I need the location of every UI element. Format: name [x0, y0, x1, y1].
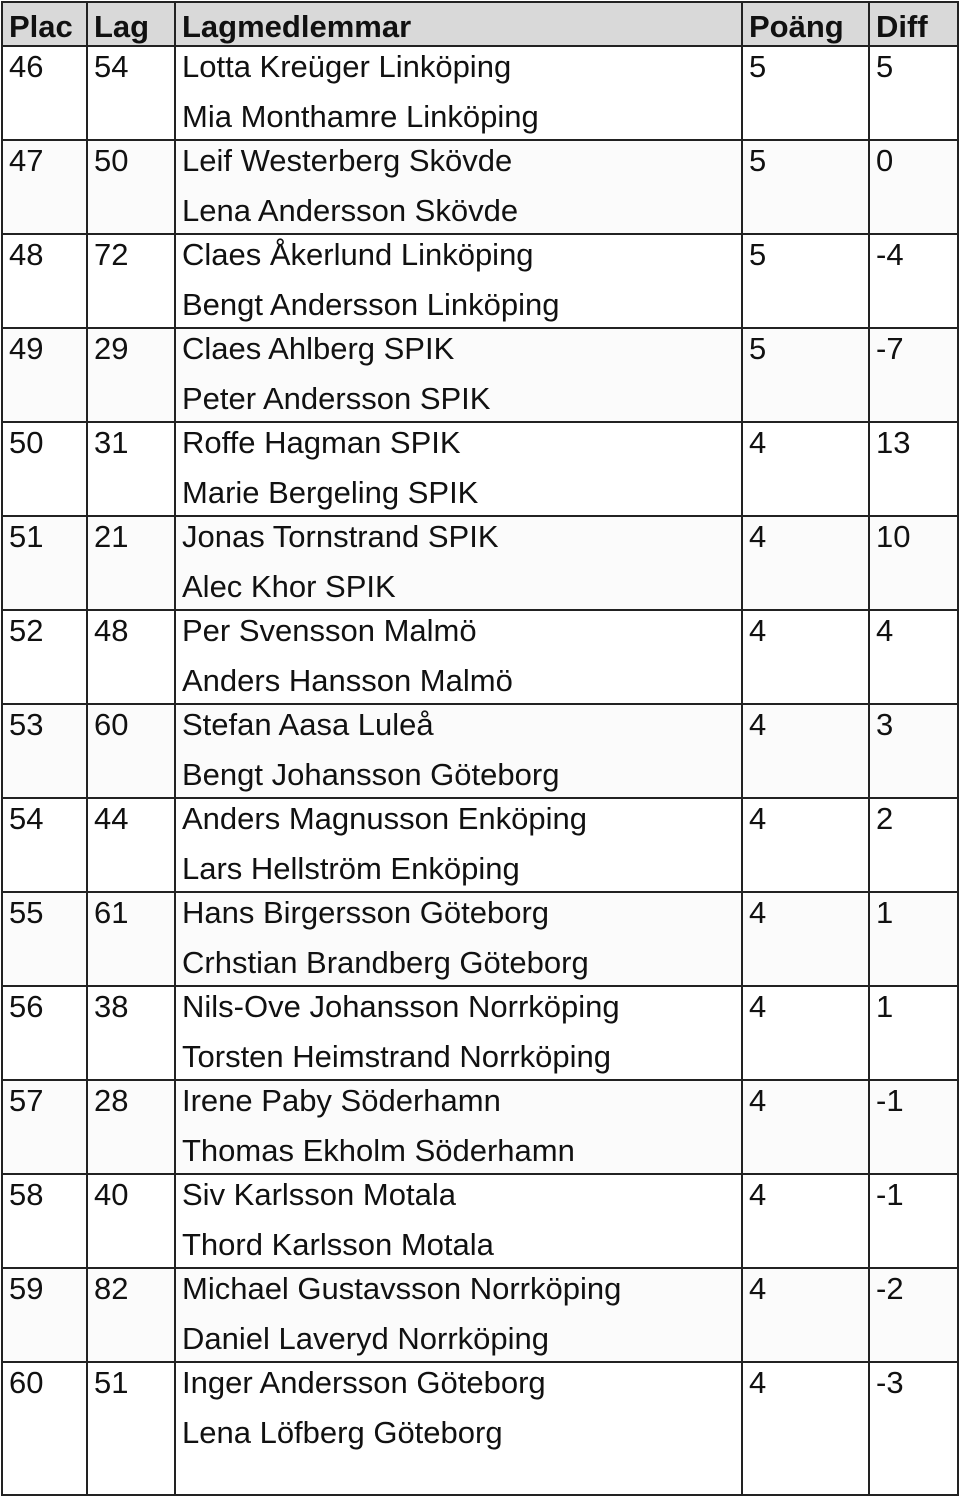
cell-lag — [87, 140, 175, 234]
team-member: Siv Karlsson Motala — [182, 1177, 456, 1212]
cell-members — [175, 1080, 742, 1174]
cell-poang-value: 4 — [749, 1083, 767, 1118]
table-body — [2, 46, 958, 1495]
cell-plac — [2, 46, 87, 140]
cell-poang-value: 4 — [749, 707, 767, 742]
team-member: Claes Åkerlund Linköping — [182, 237, 534, 272]
cell-lag-value: 38 — [94, 989, 129, 1024]
cell-poang — [742, 704, 869, 798]
team-member: Roffe Hagman SPIK — [182, 425, 461, 460]
header-poang: Poäng — [742, 2, 869, 46]
table-row — [2, 46, 958, 140]
cell-plac — [2, 1174, 87, 1268]
cell-plac-value: 51 — [9, 519, 44, 554]
cell-poang — [742, 140, 869, 234]
cell-plac — [2, 1268, 87, 1362]
cell-lag — [87, 892, 175, 986]
cell-plac-value: 57 — [9, 1083, 44, 1118]
team-member: Thord Karlsson Motala — [182, 1227, 494, 1262]
table-row — [2, 328, 958, 422]
cell-poang-value: 4 — [749, 989, 767, 1024]
cell-diff-value: 4 — [876, 613, 894, 648]
table-row — [2, 1174, 958, 1268]
team-member: Peter Andersson SPIK — [182, 381, 491, 416]
results-table — [1, 1, 959, 1496]
team-member: Irene Paby Söderhamn — [182, 1083, 501, 1118]
cell-plac-value: 50 — [9, 425, 44, 460]
cell-plac — [2, 986, 87, 1080]
cell-poang-value: 5 — [749, 143, 767, 178]
cell-poang-value: 5 — [749, 237, 767, 272]
cell-diff — [869, 328, 958, 422]
team-member: Anders Magnusson Enköping — [182, 801, 587, 836]
cell-lag — [87, 422, 175, 516]
cell-poang — [742, 1362, 869, 1495]
header-plac: Plac — [2, 2, 87, 46]
cell-poang — [742, 986, 869, 1080]
team-member: Torsten Heimstrand Norrköping — [182, 1039, 612, 1074]
cell-diff-value: -1 — [876, 1083, 904, 1118]
cell-plac-value: 46 — [9, 49, 44, 84]
cell-lag — [87, 986, 175, 1080]
table-row — [2, 516, 958, 610]
cell-poang — [742, 798, 869, 892]
cell-diff-value: -7 — [876, 331, 904, 366]
cell-lag — [87, 610, 175, 704]
cell-plac — [2, 1362, 87, 1495]
cell-diff-value: 2 — [876, 801, 894, 836]
cell-members — [175, 234, 742, 328]
cell-lag-value: 51 — [94, 1365, 129, 1400]
cell-poang — [742, 1268, 869, 1362]
cell-lag — [87, 328, 175, 422]
cell-poang-value: 4 — [749, 801, 767, 836]
cell-lag — [87, 234, 175, 328]
cell-poang — [742, 892, 869, 986]
cell-plac-value: 55 — [9, 895, 44, 930]
team-member: Per Svensson Malmö — [182, 613, 477, 648]
cell-diff — [869, 610, 958, 704]
cell-plac — [2, 140, 87, 234]
header-lag: Lag — [87, 2, 175, 46]
team-member: Michael Gustavsson Norrköping — [182, 1271, 622, 1306]
cell-plac-value: 52 — [9, 613, 44, 648]
cell-lag — [87, 798, 175, 892]
cell-plac-value: 58 — [9, 1177, 44, 1212]
header-members: Lagmedlemmar — [175, 2, 742, 46]
cell-diff-value: 1 — [876, 895, 894, 930]
team-member: Thomas Ekholm Söderhamn — [182, 1133, 575, 1168]
cell-plac — [2, 328, 87, 422]
cell-poang-value: 5 — [749, 331, 767, 366]
team-member: Inger Andersson Göteborg — [182, 1365, 546, 1400]
cell-diff — [869, 892, 958, 986]
cell-plac-value: 59 — [9, 1271, 44, 1306]
cell-members — [175, 140, 742, 234]
cell-plac — [2, 1080, 87, 1174]
cell-members — [175, 516, 742, 610]
table-row — [2, 798, 958, 892]
team-member: Marie Bergeling SPIK — [182, 475, 479, 510]
team-member: Stefan Aasa Luleå — [182, 707, 434, 742]
cell-poang — [742, 328, 869, 422]
team-member: Hans Birgersson Göteborg — [182, 895, 550, 930]
cell-diff-value: -4 — [876, 237, 904, 272]
cell-members — [175, 46, 742, 140]
cell-plac-value: 60 — [9, 1365, 44, 1400]
team-member: Lotta Kreüger Linköping — [182, 49, 512, 84]
cell-lag-value: 31 — [94, 425, 129, 460]
header-diff: Diff — [869, 2, 958, 46]
table-row — [2, 892, 958, 986]
cell-lag-value: 61 — [94, 895, 129, 930]
cell-lag-value: 28 — [94, 1083, 129, 1118]
cell-plac-value: 56 — [9, 989, 44, 1024]
cell-diff — [869, 140, 958, 234]
cell-diff — [869, 516, 958, 610]
cell-plac-value: 54 — [9, 801, 44, 836]
table-row — [2, 422, 958, 516]
cell-lag-value: 21 — [94, 519, 129, 554]
table-row — [2, 1268, 958, 1362]
cell-lag — [87, 1080, 175, 1174]
team-member: Daniel Laveryd Norrköping — [182, 1321, 550, 1356]
cell-members — [175, 610, 742, 704]
cell-lag-value: 44 — [94, 801, 129, 836]
team-member: Jonas Tornstrand SPIK — [182, 519, 499, 554]
cell-plac — [2, 704, 87, 798]
team-member: Bengt Johansson Göteborg — [182, 757, 560, 792]
cell-lag — [87, 1268, 175, 1362]
table-row — [2, 234, 958, 328]
cell-lag — [87, 1174, 175, 1268]
cell-members — [175, 422, 742, 516]
cell-diff-value: 0 — [876, 143, 894, 178]
cell-lag-value: 50 — [94, 143, 129, 178]
cell-diff — [869, 986, 958, 1080]
cell-lag-value: 72 — [94, 237, 129, 272]
cell-lag — [87, 46, 175, 140]
cell-members — [175, 1362, 742, 1495]
cell-diff — [869, 1362, 958, 1495]
cell-diff-value: 3 — [876, 707, 894, 742]
table-row — [2, 1362, 958, 1495]
cell-lag — [87, 1362, 175, 1495]
cell-members — [175, 798, 742, 892]
cell-diff-value: -3 — [876, 1365, 904, 1400]
cell-diff-value: 1 — [876, 989, 894, 1024]
team-member: Claes Ahlberg SPIK — [182, 331, 455, 366]
cell-lag — [87, 516, 175, 610]
table-row — [2, 986, 958, 1080]
cell-poang — [742, 422, 869, 516]
cell-diff-value: 13 — [876, 425, 911, 460]
team-member: Lena Andersson Skövde — [182, 193, 519, 228]
cell-poang-value: 4 — [749, 1365, 767, 1400]
cell-members — [175, 704, 742, 798]
cell-poang-value: 4 — [749, 1271, 767, 1306]
cell-poang — [742, 234, 869, 328]
header-row — [2, 2, 958, 46]
cell-poang-value: 4 — [749, 1177, 767, 1212]
cell-plac — [2, 234, 87, 328]
cell-diff — [869, 1080, 958, 1174]
cell-lag-value: 60 — [94, 707, 129, 742]
cell-diff-value: 5 — [876, 49, 894, 84]
cell-poang-value: 4 — [749, 613, 767, 648]
team-member: Crhstian Brandberg Göteborg — [182, 945, 589, 980]
cell-members — [175, 1174, 742, 1268]
table-row — [2, 704, 958, 798]
cell-plac — [2, 892, 87, 986]
table-row — [2, 1080, 958, 1174]
cell-diff-value: -2 — [876, 1271, 904, 1306]
cell-lag-value: 40 — [94, 1177, 129, 1212]
table-header — [2, 2, 958, 46]
team-member: Lena Löfberg Göteborg — [182, 1415, 503, 1450]
cell-poang-value: 4 — [749, 519, 767, 554]
team-member: Nils-Ove Johansson Norrköping — [182, 989, 620, 1024]
cell-poang-value: 4 — [749, 895, 767, 930]
cell-diff — [869, 798, 958, 892]
cell-diff — [869, 46, 958, 140]
cell-members — [175, 1268, 742, 1362]
cell-plac-value: 48 — [9, 237, 44, 272]
cell-poang — [742, 1174, 869, 1268]
cell-members — [175, 986, 742, 1080]
cell-poang — [742, 46, 869, 140]
cell-poang — [742, 610, 869, 704]
cell-members — [175, 892, 742, 986]
cell-plac — [2, 610, 87, 704]
table-row — [2, 140, 958, 234]
team-member: Leif Westerberg Skövde — [182, 143, 513, 178]
cell-plac — [2, 798, 87, 892]
cell-poang-value: 4 — [749, 425, 767, 460]
team-member: Anders Hansson Malmö — [182, 663, 513, 698]
cell-plac — [2, 516, 87, 610]
team-member: Lars Hellström Enköping — [182, 851, 520, 886]
cell-lag-value: 82 — [94, 1271, 129, 1306]
cell-plac-value: 47 — [9, 143, 44, 178]
cell-lag-value: 29 — [94, 331, 129, 366]
cell-diff-value: 10 — [876, 519, 911, 554]
cell-plac-value: 49 — [9, 331, 44, 366]
team-member: Alec Khor SPIK — [182, 569, 396, 604]
cell-diff — [869, 422, 958, 516]
cell-diff-value: -1 — [876, 1177, 904, 1212]
cell-lag-value: 54 — [94, 49, 129, 84]
cell-poang — [742, 1080, 869, 1174]
team-member: Mia Monthamre Linköping — [182, 99, 539, 134]
cell-poang — [742, 516, 869, 610]
cell-plac — [2, 422, 87, 516]
team-member: Bengt Andersson Linköping — [182, 287, 560, 322]
cell-diff — [869, 1174, 958, 1268]
cell-plac-value: 53 — [9, 707, 44, 742]
cell-diff — [869, 704, 958, 798]
cell-poang-value: 5 — [749, 49, 767, 84]
cell-diff — [869, 1268, 958, 1362]
cell-lag — [87, 704, 175, 798]
cell-members — [175, 328, 742, 422]
table-row — [2, 610, 958, 704]
cell-diff — [869, 234, 958, 328]
cell-lag-value: 48 — [94, 613, 129, 648]
